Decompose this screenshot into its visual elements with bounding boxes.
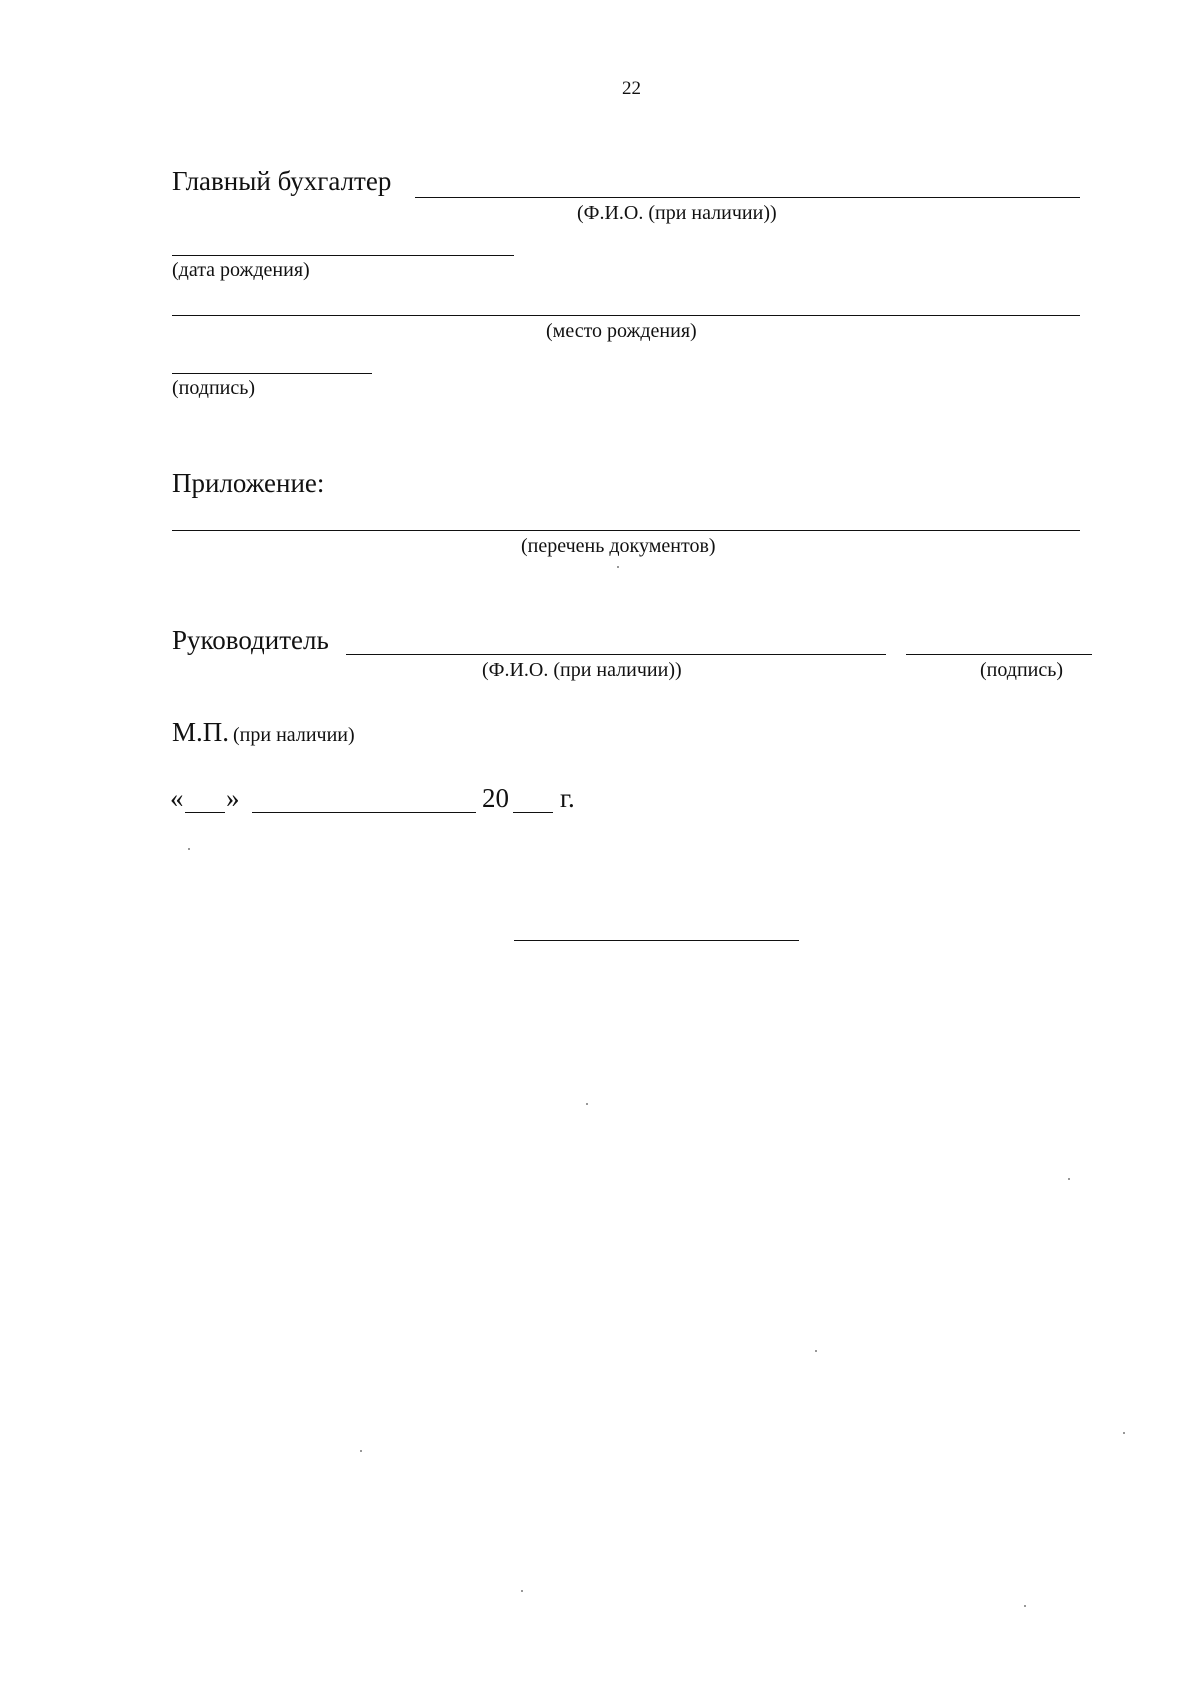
birth-place-line[interactable]	[172, 315, 1080, 316]
date-day-line[interactable]	[185, 812, 225, 813]
seal-label: М.П.	[172, 717, 230, 747]
head-signature-line[interactable]	[906, 654, 1092, 655]
head-label: Руководитель	[172, 625, 329, 655]
chief-accountant-name-line[interactable]	[415, 197, 1080, 198]
date-year-line[interactable]	[513, 812, 553, 813]
birth-place-caption: (место рождения)	[546, 320, 697, 342]
scan-speck	[360, 1450, 362, 1452]
scan-speck	[1024, 1605, 1026, 1607]
head-name-line[interactable]	[346, 654, 886, 655]
scan-speck	[188, 848, 190, 850]
scan-speck	[815, 1350, 817, 1352]
date-year-suffix: г.	[560, 783, 575, 813]
attachment-list-line[interactable]	[172, 530, 1080, 531]
birth-date-line[interactable]	[172, 255, 514, 256]
chief-accountant-signature-caption: (подпись)	[172, 377, 256, 399]
attachment-list-caption: (перечень документов)	[521, 535, 716, 557]
scan-speck	[1068, 1178, 1070, 1180]
head-signature-caption: (подпись)	[980, 659, 1064, 681]
date-close-quote: »	[226, 783, 240, 813]
chief-accountant-signature-line[interactable]	[172, 373, 372, 374]
date-open-quote: «	[170, 783, 184, 813]
scan-speck	[586, 1103, 588, 1105]
birth-date-caption: (дата рождения)	[172, 259, 310, 281]
scan-speck	[1123, 1432, 1125, 1434]
page-number: 22	[622, 78, 641, 99]
chief-accountant-name-caption: (Ф.И.О. (при наличии))	[577, 202, 777, 224]
date-year-prefix: 20	[482, 783, 509, 813]
chief-accountant-label: Главный бухгалтер	[172, 166, 392, 196]
seal-note: (при наличии)	[233, 724, 355, 746]
seal-line	[172, 717, 355, 748]
date-month-line[interactable]	[252, 812, 476, 813]
scan-speck	[617, 566, 619, 568]
head-name-caption: (Ф.И.О. (при наличии))	[482, 659, 682, 681]
scan-speck	[521, 1590, 523, 1592]
closing-separator	[514, 940, 799, 941]
attachment-label: Приложение:	[172, 468, 325, 498]
